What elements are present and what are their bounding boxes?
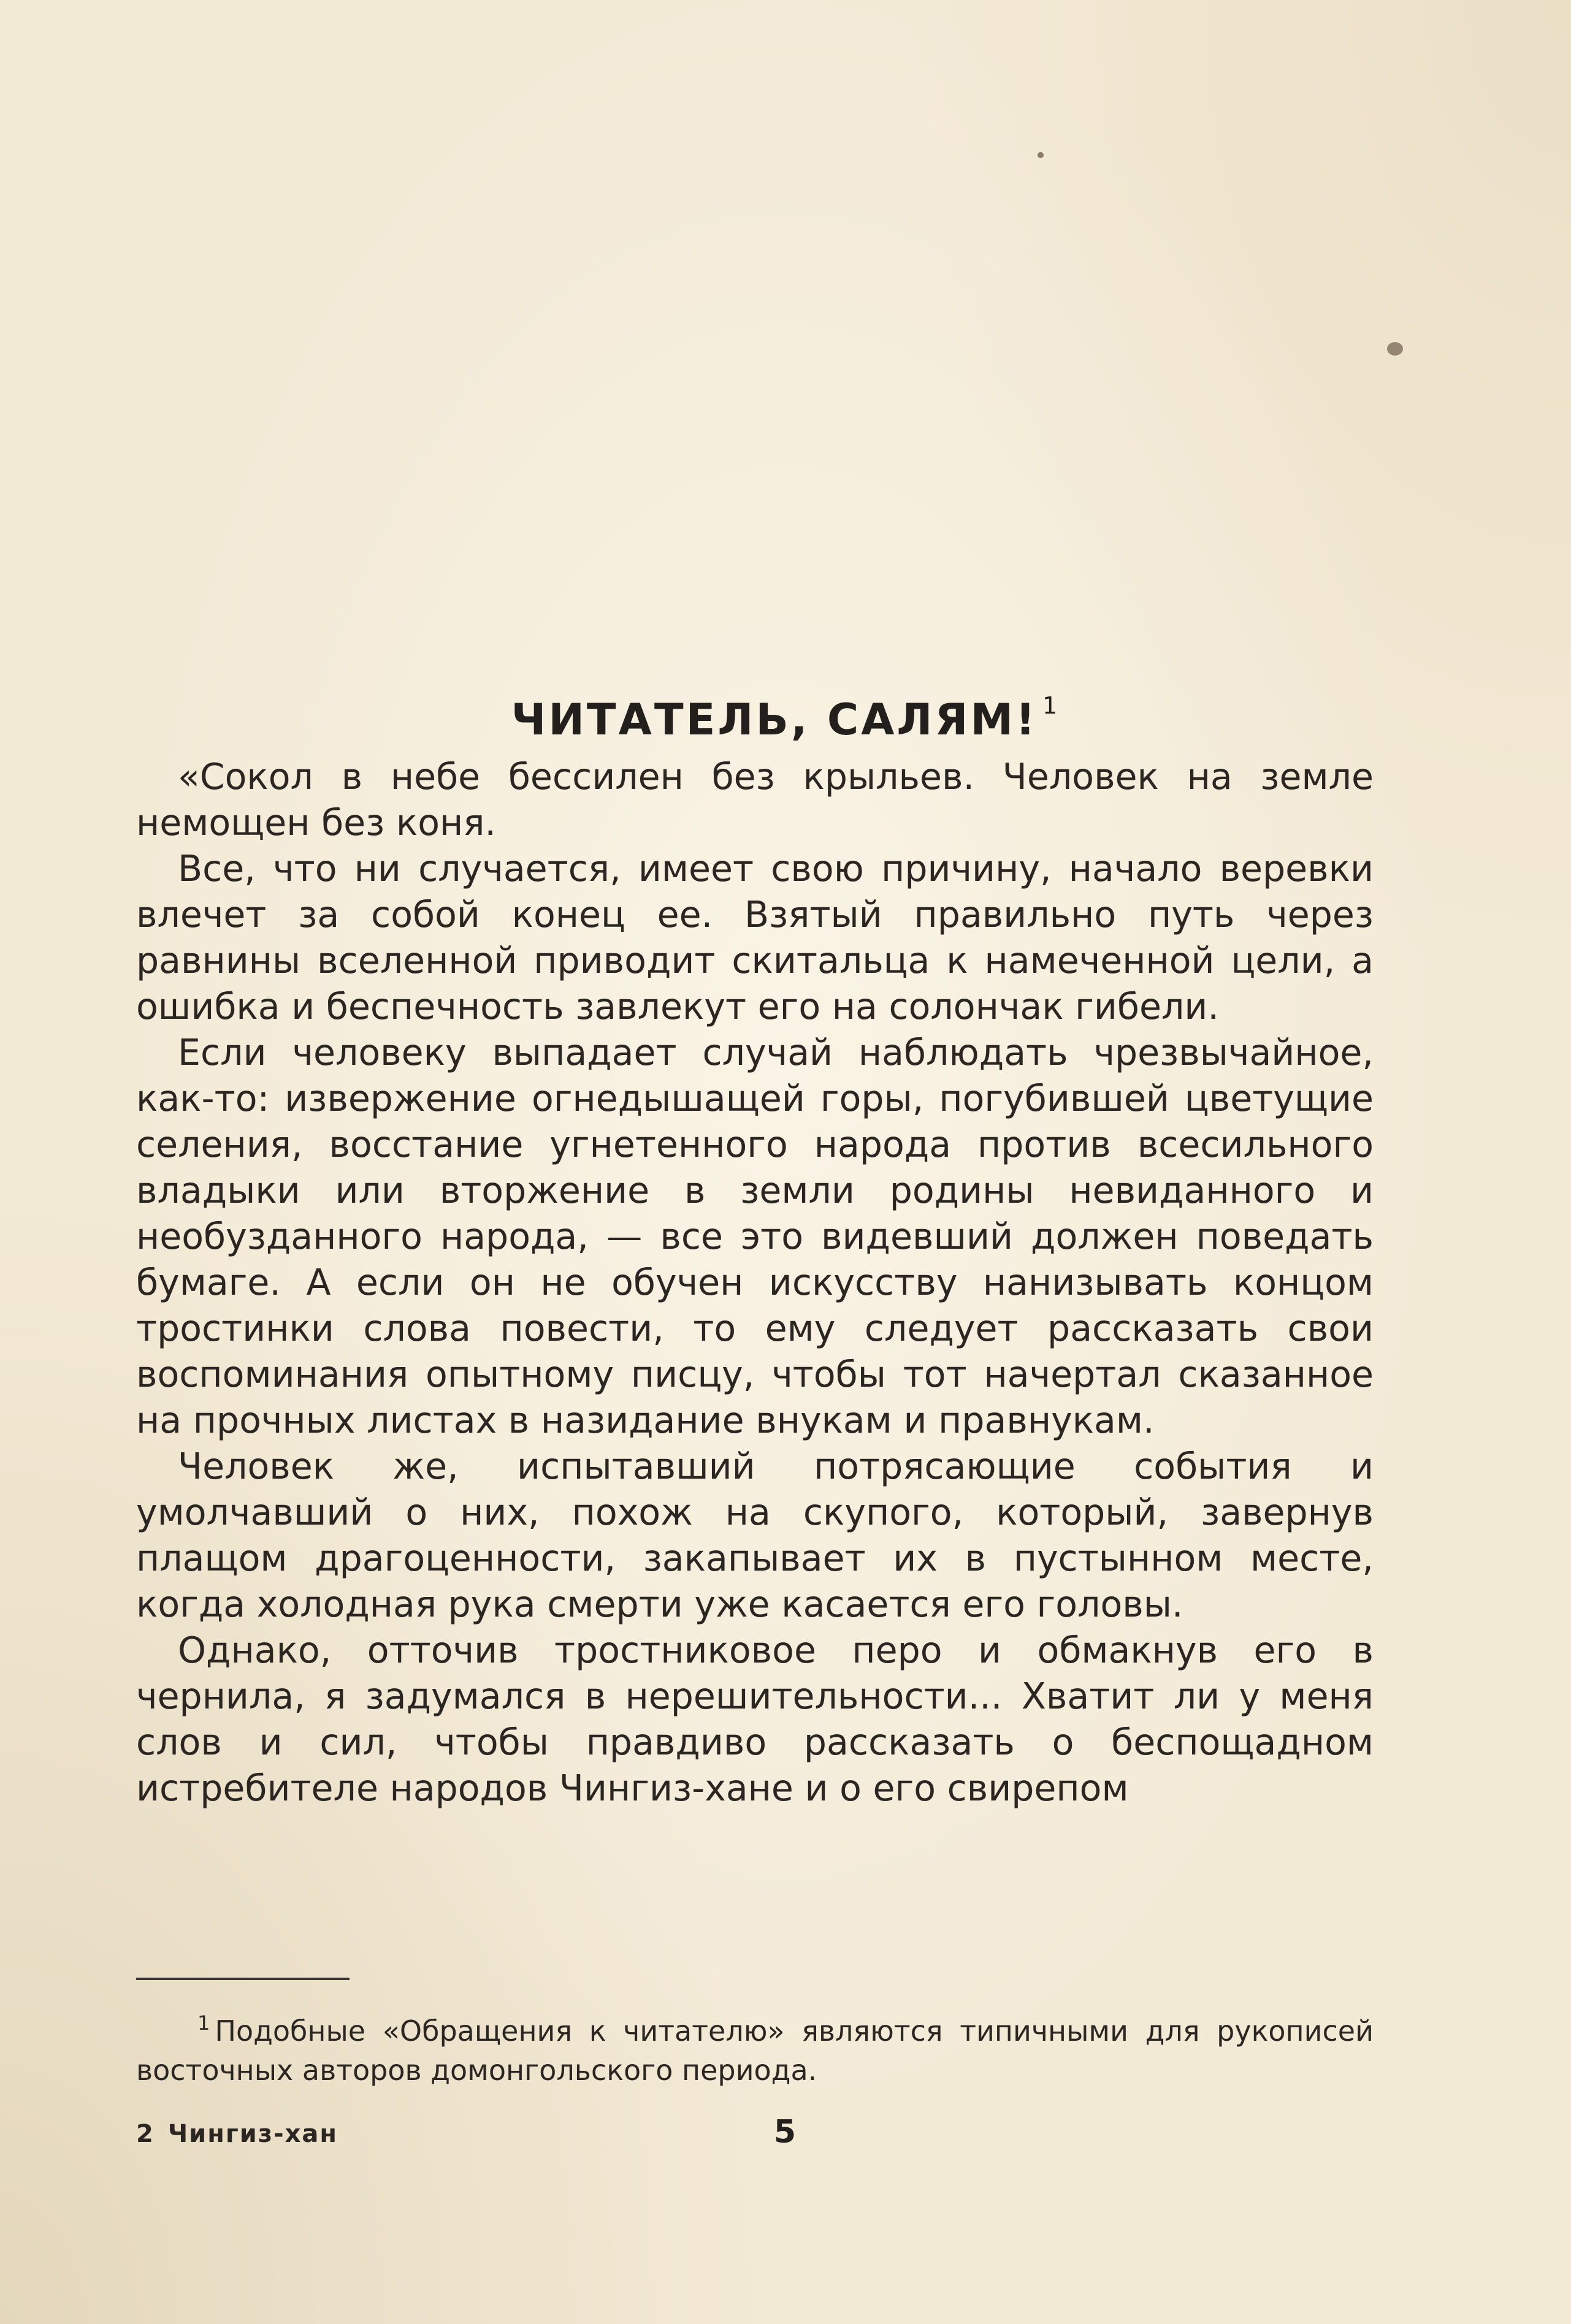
signature-text: Чингиз-хан	[167, 2120, 338, 2148]
footnote-text: Подобные «Обращения к читателю» являются типичными для рукописей восточных авторов домонгольского периода.	[136, 2014, 1374, 2087]
signature-number: 2	[136, 2120, 155, 2148]
footnote	[136, 2003, 1374, 2090]
page-number: 5	[773, 2114, 797, 2151]
title-footnote-mark: 1	[1042, 691, 1060, 719]
paragraph: Человек же, испытавший потрясающие события и умолчавший о них, похож на скупого, который, завернув плащом драгоценности, закапывает их в пустынном месте, когда холодная рука смерти уже касается его головы.	[136, 1446, 1374, 1625]
footnote-number: 1	[197, 2011, 210, 2035]
printer-signature	[136, 2120, 338, 2148]
paper-stain	[1387, 342, 1403, 356]
chapter-title-text: ЧИТАТЕЛЬ, САЛЯМ!	[511, 694, 1038, 745]
paragraph: Все, что ни случается, имеет свою причину, начало веревки влечет за собой конец ее. Взятый правильно путь через равнины вселенной приводит скитальца к намеченной цели, а ошибка и беспечность завлекут его на солончак гибели.	[136, 848, 1374, 1027]
paper-speck	[1038, 152, 1044, 158]
paragraph: «Сокол в небе бессилен без крыльев. Человек на земле немощен без коня.	[136, 756, 1374, 844]
body-text	[136, 754, 1374, 1812]
chapter-title	[0, 692, 1571, 745]
paragraph: Если человеку выпадает случай наблюдать чрезвычайное, как-то: извержение огнедышащей горы, погубившей цветущие селения, восстание угнетенного народа против всесильного владыки или вторжение в земли родины невиданного и необузданного народа, — все это видевший должен поведать бумаге. А если он не обучен искусству нанизывать концом тростинки слова повести, то ему следует рассказать свои воспоминания опытному писцу, чтобы тот начертал сказанное на прочных листах в назидание внукам и правнукам.	[136, 1032, 1374, 1441]
footnote-divider	[136, 1978, 350, 1980]
paragraph: Однако, отточив тростниковое перо и обмакнув его в чернила, я задумался в нерешительности... Хватит ли у меня слов и сил, чтобы правдиво рассказать о беспощадном истребителе народов Чингиз-хане и о его свирепом	[136, 1629, 1374, 1809]
